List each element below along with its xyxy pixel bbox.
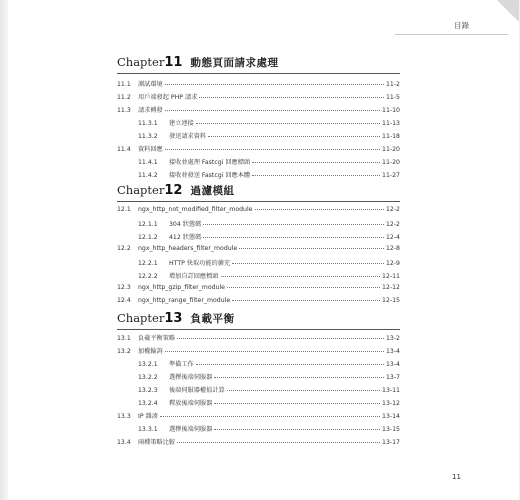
- section-number: 11.3.2: [138, 133, 158, 140]
- section-page: 12-15: [382, 297, 400, 304]
- section-title: ngx_http_gzip_filter_module: [138, 284, 225, 291]
- chapter-number: 13: [164, 311, 183, 326]
- toc-row[interactable]: [117, 92, 400, 102]
- toc-row[interactable]: [117, 258, 400, 268]
- section-number: 13.3: [117, 413, 131, 420]
- section-page: 13-17: [382, 439, 400, 446]
- section-title: 用戶端發起 PHP 請求: [138, 94, 198, 101]
- section-title: ngx_http_not_modified_filter_module: [138, 206, 253, 213]
- section-number: 13.2.2: [138, 374, 158, 381]
- section-number: 13.3.1: [138, 426, 158, 433]
- section-page: 12-9: [385, 260, 400, 267]
- section-title: 負載平衡策略: [138, 335, 176, 342]
- chapter-13-heading: [117, 311, 234, 326]
- dot-leader: [255, 209, 384, 210]
- chapter-word: Chapter: [117, 311, 165, 325]
- toc-row[interactable]: [117, 271, 400, 281]
- section-title: 412 狀態碼: [169, 234, 202, 241]
- section-title: HTTP 快取功能的擴充: [169, 260, 231, 267]
- dot-leader: [196, 123, 380, 124]
- section-number: 11.4.2: [138, 172, 158, 179]
- chapter-title: 動態頁面請求處理: [190, 57, 279, 69]
- chapter-11-heading: [117, 55, 278, 70]
- section-title: 準備工作: [169, 361, 194, 368]
- dot-leader: [203, 237, 384, 238]
- section-number: 13.2: [117, 348, 131, 355]
- section-number: 12.1.2: [138, 234, 158, 241]
- dot-leader: [227, 390, 380, 391]
- section-page: 13-4: [385, 348, 400, 355]
- section-title: 後端伺服器權值計算: [169, 387, 225, 394]
- section-title: 發送請求資料: [169, 133, 207, 140]
- section-number: 11.4: [117, 146, 131, 153]
- dot-leader: [199, 97, 384, 98]
- dot-leader: [239, 248, 384, 249]
- toc-row[interactable]: [117, 157, 400, 167]
- section-number: 11.2: [117, 94, 131, 101]
- toc-row[interactable]: [117, 219, 400, 229]
- section-number: 12.2.1: [138, 260, 158, 267]
- toc-row[interactable]: [117, 424, 400, 434]
- section-page: 12-2: [385, 206, 400, 213]
- toc-row[interactable]: [117, 333, 400, 343]
- chapter-number: 12: [164, 183, 183, 198]
- chapter-number: 11: [164, 55, 183, 70]
- section-number: 13.4: [117, 439, 131, 446]
- section-title: 增加自訂回應標頭: [169, 273, 219, 280]
- toc-row[interactable]: [117, 284, 400, 294]
- section-page: 13-7: [385, 374, 400, 381]
- section-number: 11.1: [117, 81, 131, 88]
- section-title: ngx_http_headers_filter_module: [138, 245, 238, 252]
- section-title: IP 雜湊: [138, 413, 158, 420]
- section-title: ngx_http_range_filter_module: [138, 297, 231, 304]
- chapter-word: Chapter: [117, 55, 165, 69]
- toc-row[interactable]: [117, 437, 400, 447]
- dot-leader: [227, 287, 380, 288]
- section-page: 12-2: [385, 221, 400, 228]
- section-title: 測試環境: [138, 81, 163, 88]
- section-page: 11-5: [385, 94, 400, 101]
- toc-row[interactable]: [117, 144, 400, 154]
- section-page: 12-12: [382, 284, 400, 291]
- section-number: 13.1: [117, 335, 131, 342]
- dot-leader: [232, 263, 384, 264]
- dot-leader: [252, 162, 380, 163]
- dot-leader: [160, 416, 380, 417]
- toc-row[interactable]: [117, 398, 400, 408]
- toc-row[interactable]: [117, 297, 400, 307]
- section-page: 12-4: [385, 234, 400, 241]
- dot-leader: [177, 338, 384, 339]
- section-title: 選擇後端伺服器: [169, 426, 213, 433]
- dot-leader: [177, 442, 380, 443]
- section-number: 12.1: [117, 206, 131, 213]
- toc-row[interactable]: [117, 385, 400, 395]
- section-title: 接收並發送 Fastcgi 回應本體: [169, 172, 251, 179]
- section-page: 11-20: [382, 159, 400, 166]
- section-title: 資料回應: [138, 146, 163, 153]
- section-number: 11.3: [117, 107, 131, 114]
- section-page: 11-2: [385, 81, 400, 88]
- toc-row[interactable]: [117, 79, 400, 89]
- dot-leader: [196, 364, 384, 365]
- toc-row[interactable]: [117, 206, 400, 216]
- section-number: 11.4.1: [138, 159, 158, 166]
- section-number: 13.2.3: [138, 387, 158, 394]
- chapter-title: 負載平衡: [190, 313, 235, 325]
- toc-row[interactable]: [117, 232, 400, 242]
- dot-leader: [165, 351, 384, 352]
- toc-row[interactable]: [117, 359, 400, 369]
- dot-leader: [214, 429, 380, 430]
- dot-leader: [203, 224, 384, 225]
- page-corner-fold: [497, 0, 519, 22]
- toc-row[interactable]: [117, 372, 400, 382]
- section-number: 12.4: [117, 297, 131, 304]
- dot-leader: [165, 84, 384, 85]
- section-page: 11-27: [382, 172, 400, 179]
- page-number: 11: [452, 473, 461, 481]
- toc-row[interactable]: [117, 131, 400, 141]
- section-page: 13-15: [382, 426, 400, 433]
- dot-leader: [221, 276, 381, 277]
- section-title: 請求轉發: [138, 107, 163, 114]
- chapter-rule: [117, 73, 400, 74]
- section-page: 13-12: [382, 400, 400, 407]
- section-number: 12.3: [117, 284, 131, 291]
- section-page: 11-18: [382, 133, 400, 140]
- section-page: 13-2: [385, 335, 400, 342]
- section-page: 11-13: [382, 120, 400, 127]
- section-number: 12.2: [117, 245, 131, 252]
- dot-leader: [214, 377, 384, 378]
- chapter-rule: [117, 329, 400, 330]
- section-page: 13-14: [382, 413, 400, 420]
- toc-row[interactable]: [117, 346, 400, 356]
- section-title: 304 狀態碼: [169, 221, 202, 228]
- section-title: 加權輪詢: [138, 348, 163, 355]
- section-number: 12.1.1: [138, 221, 158, 228]
- section-number: 13.2.1: [138, 361, 158, 368]
- section-page: 13-11: [382, 387, 400, 394]
- chapter-word: Chapter: [117, 183, 165, 197]
- dot-leader: [165, 110, 380, 111]
- dot-leader: [208, 136, 380, 137]
- dot-leader: [214, 403, 380, 404]
- section-title: 釋放後端伺服器: [169, 400, 213, 407]
- section-title: 兩種策略比較: [138, 439, 176, 446]
- section-page: 11-20: [382, 146, 400, 153]
- chapter-title: 過濾模組: [190, 185, 235, 197]
- toc-row[interactable]: [117, 105, 400, 115]
- section-page: 11-10: [382, 107, 400, 114]
- section-title: 選擇後端伺服器: [169, 374, 213, 381]
- chapter-rule: [117, 201, 400, 202]
- dot-leader: [232, 300, 380, 301]
- header-rule: [395, 34, 508, 35]
- section-title: 建立連接: [169, 120, 194, 127]
- page-gutter: [0, 0, 8, 500]
- section-number: 12.2.2: [138, 273, 158, 280]
- chapter-12-heading: [117, 183, 234, 198]
- toc-row[interactable]: [117, 170, 400, 180]
- dot-leader: [252, 175, 380, 176]
- toc-row[interactable]: [117, 118, 400, 128]
- section-number: 11.3.1: [138, 120, 158, 127]
- toc-row[interactable]: [117, 245, 400, 255]
- section-page: 13-4: [385, 361, 400, 368]
- section-title: 接收並處理 Fastcgi 回應標頭: [169, 159, 251, 166]
- toc-header-label: 目錄: [454, 21, 469, 30]
- toc-row[interactable]: [117, 411, 400, 421]
- section-page: 12-11: [382, 273, 400, 280]
- section-page: 12-8: [385, 245, 400, 252]
- section-number: 13.2.4: [138, 400, 158, 407]
- dot-leader: [165, 149, 380, 150]
